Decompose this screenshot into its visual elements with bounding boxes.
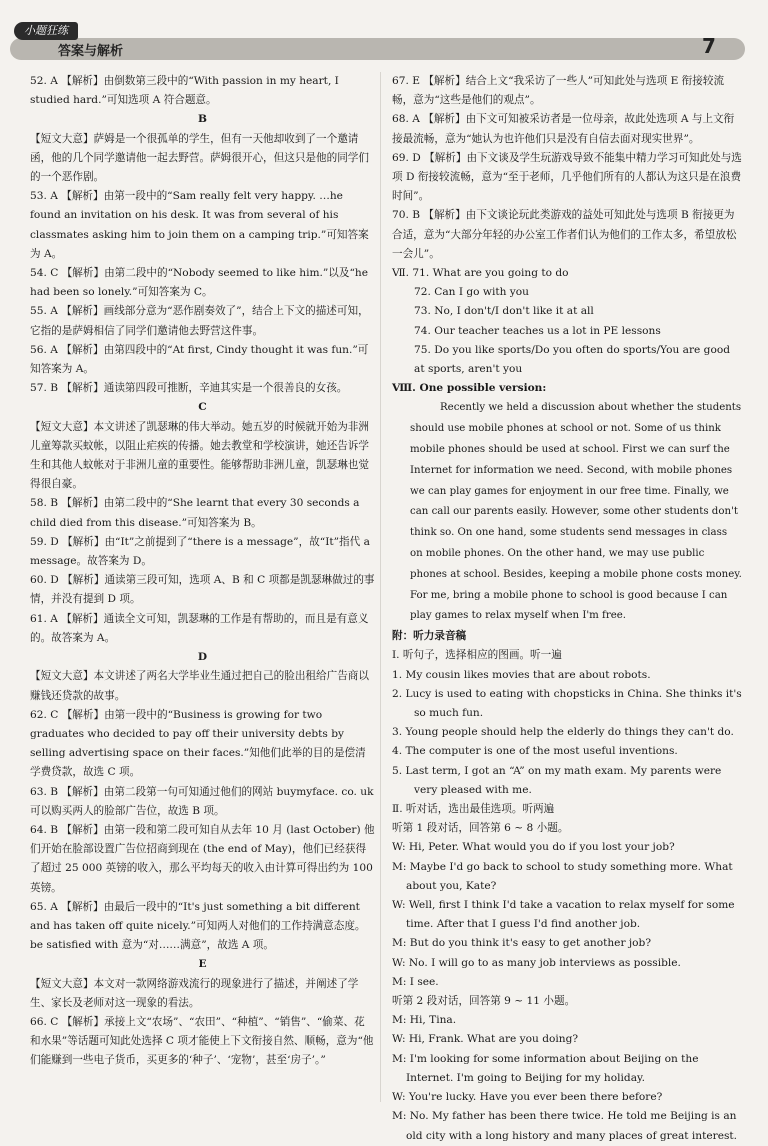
answer-paragraph: 61. A 【解析】通读全文可知，凯瑟琳的工作是有帮助的，而且是有意义的。故答案为 A。 [30, 612, 369, 644]
answer-paragraph: 68. A 【解析】由下文可知被采访者是一位母亲，故此处选项 A 与上文衔接最流畅，意为“她认为也许他们只是没有自信去面对现实世界”。 [392, 113, 735, 145]
answer-paragraph: 64. B 【解析】由第一段和第二段可知自从去年 10 月 (last October) 他们开始在脸部设置广告位招商到现在 (the end of May)，他们已经获得了超过 25 000 英镑的收入，那么平均每天的收入由计算可得出约为 100 英镑。 [30, 823, 375, 894]
answer-paragraph: 63. B 【解析】由第二段第一句可知通过他们的网站 buymyface. co. uk 可以购买两人的脸部广告位，故选 B 项。 [30, 785, 374, 817]
left-column [30, 72, 375, 1071]
answer-paragraph: 53. A 【解析】由第一段中的“Sam really felt very happy. …he found an invitation on his desk. It was from several of his classmates asking him to join them on a camping trip.”可知答案为 A。 [30, 190, 369, 260]
instruction-line: Ⅰ. 听句子，选择相应的图画。听一遍 [392, 649, 562, 662]
dialogue-line: W: You're lucky. Have you ever been there before? [392, 1091, 663, 1104]
subsection-heading: 附：听力录音稿 [392, 630, 467, 643]
listening-sentence: 4. The computer is one of the most useful inventions. [392, 745, 678, 758]
answer-paragraph: 60. D 【解析】通读第三段可知，选项 A、B 和 C 项都是凯瑟琳做过的事情，并没有提到 D 项。 [30, 574, 375, 606]
listening-sentence: 2. Lucy is used to eating with chopsticks in China. She thinks it's so much fun. [392, 687, 742, 720]
instruction-line: 听第 2 段对话，回答第 9 ~ 11 小题。 [392, 995, 576, 1008]
dialogue-line: W: No. I will go to as many job interviews as possible. [392, 956, 681, 969]
answer-paragraph: Ⅶ. 71. What are you going to do [392, 267, 569, 280]
section-title: 答案与解析 [58, 44, 124, 59]
answer-paragraph: 66. C 【解析】承接上文“农场”、“农田”、“种植”、“销售”、“偷菜、花和水果”等话题可知此处选择 C 项才能使上下文衔接自然、顺畅，意为“他们能赚到一些电子货币，买更多的‘种子’、‘宠物’，甚至‘房子’。” [30, 1015, 374, 1067]
answer-line: 75. Do you like sports/Do you often do sports/You are good at sports, aren't you [414, 343, 730, 376]
instruction-line: Ⅱ. 听对话，选出最佳选项。听两遍 [392, 803, 555, 816]
answer-paragraph: 56. A 【解析】由第四段中的“At first, Cindy thought it was fun.”可知答案为 A。 [30, 343, 369, 376]
section-heading: C [198, 401, 207, 414]
dialogue-line: W: Hi, Peter. What would you do if you lost your job? [392, 841, 675, 854]
instruction-line: 听第 1 段对话，回答第 6 ~ 8 小题。 [392, 822, 569, 835]
summary-paragraph: 【短文大意】本文对一款网络游戏流行的现象进行了描述，并阐述了学生、家长及老师对这一现象的看法。 [30, 977, 359, 1009]
answer-paragraph: 67. E 【解析】结合上文“我采访了一些人”可知此处与选项 E 衔接较流畅，意为“这些是他们的观点”。 [392, 75, 725, 107]
subsection-heading: Ⅷ. One possible version: [392, 382, 547, 395]
brand-logo: 小题狂练 [14, 22, 78, 40]
answer-line: 74. Our teacher teaches us a lot in PE lessons [414, 324, 661, 337]
answer-paragraph: 52. A 【解析】由倒数第三段中的“With passion in my heart, I studied hard.”可知选项 A 符合题意。 [30, 75, 339, 107]
answer-paragraph: 65. A 【解析】由最后一段中的“It's just something a bit different and has taken off quite nicely.”可知两人对他们的工作持满意态度。be satisfied with 意为“对……满意”，故选 A 项。 [30, 900, 366, 952]
answer-paragraph: 57. B 【解析】通读第四段可推断，辛迪其实是一个很善良的女孩。 [30, 382, 348, 395]
dialogue-line: M: But do you think it's easy to get another job? [392, 937, 652, 950]
summary-paragraph: 【短文大意】本文讲述了两名大学毕业生通过把自己的脸出租给广告商以赚钱还贷款的故事。 [30, 670, 369, 702]
answer-paragraph: 55. A 【解析】画线部分意为“恶作剧奏效了”，结合上下文的描述可知，它指的是萨姆相信了同学们邀请他去野营这件事。 [30, 305, 369, 337]
dialogue-line: M: I'm looking for some information about Beijing on the Internet. I'm going to Beijing for my holiday. [392, 1052, 699, 1084]
answer-paragraph: 58. B 【解析】由第二段中的“She learnt that every 30 seconds a child died from this disease.”可知答案为 B。 [30, 497, 360, 529]
dialogue-line: M: Hi, Tina. [392, 1014, 457, 1027]
answer-paragraph: 69. D 【解析】由下文谈及学生玩游戏导致不能集中精力学习可知此处与选项 D 衔接较流畅，意为“至于老师，几乎他们所有的人都认为这只是在浪费时间”。 [392, 151, 742, 203]
column-divider [380, 72, 381, 1102]
answer-paragraph: 70. B 【解析】由下文谈论玩此类游戏的益处可知此处与选项 B 衔接更为合适，意为“大部分年轻的办公室工作者们认为他们的工作太多，希望放松一会儿”。 [392, 209, 737, 260]
summary-paragraph: 【短文大意】萨姆是一个很孤单的学生，但有一天他却收到了一个邀请函，他的几个同学邀请他一起去野营。萨姆很开心，但这只是他的同学们的一个恶作剧。 [30, 132, 369, 184]
dialogue-line: W: Well, first I think I'd take a vacation to relax myself for some time. After that I guess I'd find another job. [392, 899, 735, 931]
answer-line: 73. No, I don't/I don't like it at all [414, 305, 594, 318]
dialogue-line: M: I see. [392, 975, 439, 988]
essay-paragraph: Recently we held a discussion about whether the students should use mobile phones at school or not. Some of us think mobile phones should be used at school. First we can surf the Internet for information we need. Second, with mobile phones we can play games for enjoyment in our free time. Finally, we can call our parents easily. However, some other students don't think so. On one hand, some students send messages in class on mobile phones. On the other hand, we may use public phones at school. Besides, keeping a mobile phone costs money. For me, bring a mobile phone to school is good because I can play games to relax myself when I'm free. [410, 402, 742, 622]
summary-paragraph: 【短文大意】本文讲述了凯瑟琳的伟大举动。她五岁的时候就开始为非洲儿童筹款买蚊帐，以阻止疟疾的传播。她去教堂和学校演讲，她还告诉学生和其他人蚊帐对于非洲儿童的重要性。能够帮助非洲儿童，凯瑟琳也觉得很自豪。 [30, 420, 369, 491]
page-header [0, 0, 768, 64]
listening-sentence: 5. Last term, I got an “A” on my math exam. My parents were very pleased with me. [392, 764, 722, 796]
section-heading: E [198, 958, 207, 971]
dialogue-line: M: No. My father has been there twice. He told me Beijing is an old city with a long history and many places of great interest. [392, 1110, 738, 1142]
page-number: 7 [702, 34, 716, 58]
section-heading: B [198, 113, 207, 126]
right-column [392, 72, 742, 1146]
section-heading: D [197, 651, 208, 664]
listening-sentence: 3. Young people should help the elderly do things they can't do. [392, 726, 734, 739]
dialogue-line: W: Hi, Frank. What are you doing? [392, 1033, 579, 1046]
dialogue-line: M: Maybe I'd go back to school to study something more. What about you, Kate? [392, 860, 733, 892]
answer-paragraph: 62. C 【解析】由第一段中的“Business is growing for two graduates who decided to pay off their university debts by selling advertising space on their faces.”知他们此举的目的是偿清学费贷款，故选 C 项。 [30, 708, 366, 779]
answer-paragraph: 59. D 【解析】由“It”之前提到了“there is a message”，故“It”指代 a message。故答案为 D。 [30, 535, 370, 568]
listening-sentence: 1. My cousin likes movies that are about robots. [392, 668, 651, 681]
answer-line: 72. Can I go with you [414, 286, 529, 299]
answer-paragraph: 54. C 【解析】由第二段中的“Nobody seemed to like him.”以及“he had been so lonely.”可知答案为 C。 [30, 267, 368, 299]
